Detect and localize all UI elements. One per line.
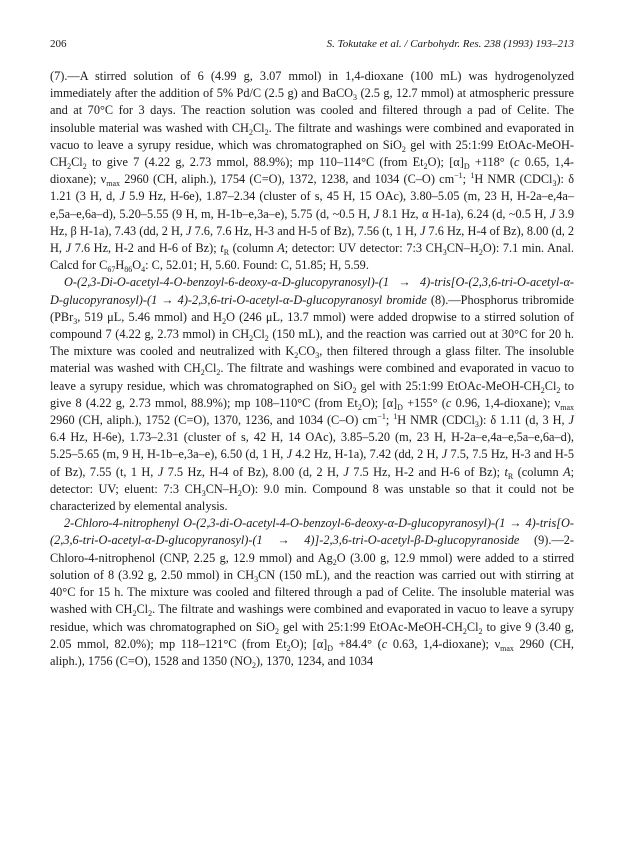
text-run: max xyxy=(106,179,121,189)
text-run: , then filtered through a glass filter. The insoluble material was washed with CH xyxy=(50,344,574,376)
text-run: 5.9 Hz, H-6e), 1.87–2.34 (cluster of s, 45 H, 15 OAc), 3.80–5.05 (m, 23 H, H-2a–e,4a–e,5a–e,6a–d), 5.20–5.55 (9 H, m, H-1b–e,3a–e), 5.75 (d, ~0.5 H, xyxy=(50,189,574,221)
running-head: S. Tokutake et al. / Carbohydr. Res. 238 (1993) 193–213 xyxy=(326,38,574,50)
text-run: c xyxy=(514,155,520,170)
text-run: A xyxy=(277,241,285,256)
text-run: 3 xyxy=(442,248,447,258)
text-run: 6.4 Hz, H-6e), 1.73–2.31 (cluster of s, 42 H, 14 OAc), 3.85–5.20 (m, 23 H, H-2a–e,4a–e,5a–e,6a–d), 5.25–5.65 (m, 9 H, H-1b–e,3a–e), 6.50 (d, 1 H, xyxy=(50,430,574,462)
text-run: c xyxy=(445,395,452,410)
text-run: D xyxy=(397,402,403,412)
text-run: 2 xyxy=(264,334,269,344)
text-run: 0.96, 1,4-dioxane); ν xyxy=(451,395,561,410)
text-run: 7.6 Hz, H-4 of Bz), 8.00 (d, 2 H, xyxy=(50,223,575,256)
text-run: 2 xyxy=(423,162,428,172)
text-run: Cl xyxy=(71,155,83,170)
text-run: 2 xyxy=(294,351,299,361)
text-run: 2960 (CH, aliph.), 1754 (C=O), 1372, 1238, and 1034 (C–O) cm xyxy=(120,172,455,187)
text-run: J xyxy=(419,223,426,238)
text-run: (column xyxy=(229,241,278,256)
paragraph-compound-8 xyxy=(50,274,574,515)
text-run: D xyxy=(463,162,470,172)
text-run: ; xyxy=(462,172,471,187)
text-run: 3 xyxy=(201,488,206,498)
text-run: R xyxy=(507,471,514,481)
text-run: 7.5, 7.5 Hz, H-3 and H-5 of Bz), 7.55 (t, 1 H, xyxy=(50,447,575,479)
text-run: +118° ( xyxy=(469,155,514,170)
text-run: O): 7.1 min. Anal. Calcd for C xyxy=(50,241,574,273)
text-run: 8.1 Hz, α H-1a), 6.24 (d, ~0.5 H, xyxy=(378,206,550,221)
text-run: 3 xyxy=(254,574,259,584)
text-run: 0.65, 1,4-dioxane); ν xyxy=(50,155,574,187)
text-run: Cl xyxy=(466,619,479,634)
text-run: −1 xyxy=(454,171,463,181)
text-run: J xyxy=(65,241,72,256)
text-run: (8).—Phosphorus tribromide (PBr xyxy=(50,292,574,324)
text-run: 2960 (CH, aliph.), 1752 (C=O), 1370, 1236, and 1034 (C–O) cm xyxy=(50,413,378,428)
text-run: 3.9 Hz, β H-1a), 7.43 (dd, 2 H, xyxy=(50,206,574,238)
text-run: 2 xyxy=(352,385,357,395)
text-run: . The filtrate and washings were combined and evaporated in vacuo to leave a syrupy residue, which was chromatographed on SiO xyxy=(50,602,574,634)
text-run: 2 xyxy=(275,626,280,636)
text-run: J xyxy=(186,223,192,238)
text-run: (2.5 g, 12.7 mmol) at atmospheric pressure and at 70°C for 3 days. The reaction solution was cooled and filtered through a pad of Celite. The insoluble material was washed with CH xyxy=(50,86,574,135)
text-run: 7.6, 7.6 Hz, H-3 and H-5 of Bz), 7.56 (t, 1 H, xyxy=(191,223,420,238)
text-run: 2 xyxy=(67,162,72,172)
text-run: 86 xyxy=(124,265,133,275)
text-run: . The filtrate and washings were combined and evaporated in vacuo to leave a syrupy residue, which was chromatographed on SiO xyxy=(50,120,575,152)
page-header xyxy=(50,36,574,52)
text-run: 7.5 Hz, H-4 of Bz), 8.00 (d, 2 H, xyxy=(163,464,344,479)
text-run: J xyxy=(119,189,125,204)
text-run: (9).—2-Chloro-4-nitrophenol (CNP, 2.25 g, 12.9 mmol) and Ag xyxy=(50,533,574,565)
text-run: 7.6 Hz, H-2 and H-6 of Bz); xyxy=(71,241,221,256)
text-run: 7.5 Hz, H-2 and H-6 of Bz); xyxy=(348,464,505,479)
text-run: to give 8 (4.22 g, 2.73 mmol, 88.9%); mp 108–110°C (from Et xyxy=(50,378,574,410)
text-run: J xyxy=(549,206,556,221)
text-run: 1 xyxy=(470,171,475,181)
text-run: t xyxy=(504,464,508,479)
text-run: t xyxy=(220,241,224,256)
text-run: 2 xyxy=(237,488,242,498)
text-run: : C, 52.01; H, 5.60. Found: C, 51.85; H, 5.59. xyxy=(145,258,369,273)
text-run: Cl xyxy=(253,327,265,342)
text-run: O (3.00 g, 12.9 mmol) were added to a stirred solution of 8 (3.92 g, 2.50 mmol) in CH xyxy=(50,550,575,582)
text-run: Cl xyxy=(544,378,557,393)
text-run: 2 xyxy=(540,385,545,395)
text-run: R xyxy=(223,248,230,258)
text-run: O): 9.0 min. Compound 8 was unstable so that it could not be characterized by elemental analysis. xyxy=(50,481,574,514)
paragraph-compound-7 xyxy=(50,68,574,274)
text-run: gel with 25:1:99 EtOAc-MeOH-CH xyxy=(356,378,541,393)
text-run: 2-Chloro-4-nitrophenyl O-(2,3-di-O-acetyl-4-O-benzoyl-6-deoxy-α-D-glucopyranosyl)-(1 → 4)-tris[O-(2,3,6-tri-O-acetyl-α-D-glucopyranosyl)-(1 → 4)]-2,3,6-tri-O-acetyl-β-D-glucopyranoside xyxy=(50,516,574,548)
text-run: Cl xyxy=(204,361,217,376)
text-run: 3 xyxy=(315,351,320,361)
text-run: , 519 μL, 5.46 mmol) and H xyxy=(77,309,223,324)
text-run: 2 xyxy=(401,144,406,154)
text-run: . The filtrate and washings were combined and evaporated in vacuo to leave a syrupy residue, which was chromatographed on SiO xyxy=(50,361,574,393)
text-run: 2 xyxy=(332,557,337,567)
text-run: CN–H xyxy=(205,481,238,496)
text-run: O); [α] xyxy=(290,636,328,651)
text-run: max xyxy=(560,402,575,412)
text-run: J xyxy=(343,464,349,479)
text-run: max xyxy=(500,643,514,653)
text-run: J xyxy=(441,447,448,462)
text-run: H NMR (CDCl xyxy=(397,413,475,428)
article-body xyxy=(50,68,574,670)
text-run: ): δ 1.11 (d, 3 H, xyxy=(478,413,569,428)
text-run: O); [α] xyxy=(361,395,398,410)
text-run: (150 mL), and the reaction was carried out at 30°C for 20 h. The mixture was cooled and neutralized with K xyxy=(50,327,574,359)
text-run: J xyxy=(373,206,379,221)
text-run: O (246 μL, 13.7 mmol) were added dropwise to a stirred solution of compound 7 (4.22 g, 2.73 mmol) in CH xyxy=(50,309,574,342)
text-run: CN (150 mL), and the reaction was carried out with stirring at 40°C for 15 h. The mixture was cooled and filtered through a pad of Celite. The insoluble material was washed with CH xyxy=(50,567,574,617)
text-run: 2 xyxy=(251,660,256,670)
text-run: Cl xyxy=(136,602,149,617)
text-run: 2 xyxy=(216,368,221,378)
text-run: ; xyxy=(385,413,394,428)
text-run: gel with 25:1:99 EtOAc-MeOH-CH xyxy=(279,619,463,634)
text-run: 2 xyxy=(556,385,561,395)
text-run: 3 xyxy=(353,93,358,103)
text-run: CN–H xyxy=(446,241,479,256)
text-run: 2 xyxy=(478,248,483,258)
text-run: 67 xyxy=(107,265,116,275)
page-number: 206 xyxy=(50,38,67,50)
text-run: 2 xyxy=(82,162,87,172)
text-run: 2 xyxy=(286,643,291,653)
text-run: 2 xyxy=(357,402,362,412)
paragraph-compound-9 xyxy=(50,515,574,670)
text-run: 1 xyxy=(393,412,398,422)
text-run: J xyxy=(286,447,293,462)
text-run: c xyxy=(381,636,388,651)
text-run: −1 xyxy=(377,412,386,422)
text-run: H xyxy=(115,258,125,273)
text-run: (7).—A stirred solution of 6 (4.99 g, 3.07 mmol) in 1,4-dioxane (100 mL) was hydrogenolyzed immediately after the addition of 5% Pd/C (2.5 g) and BaCO xyxy=(50,69,574,101)
text-run: 3 xyxy=(552,179,557,189)
text-run: ; detector: UV; eluent: 7:3 CH xyxy=(50,464,574,496)
text-run: 4 xyxy=(141,265,146,275)
text-run: 2 xyxy=(222,316,227,326)
text-run: 2 xyxy=(132,609,137,619)
text-run: 3 xyxy=(474,420,479,430)
text-run: 2 xyxy=(200,368,205,378)
text-run: 3 xyxy=(73,316,78,326)
text-run: Cl xyxy=(252,120,265,135)
text-run: 2 xyxy=(462,626,467,636)
text-run: CO xyxy=(298,344,316,359)
text-run: ), 1370, 1234, and 1034 xyxy=(255,653,374,668)
text-run: ): δ 1.21 (3 H, d, xyxy=(50,172,574,204)
text-run: O-(2,3-Di-O-acetyl-4-O-benzoyl-6-deoxy-α-D-glucopyranosyl)-(1 → 4)-tris[O-(2,3,6-tri-O-acetyl-α-D-glucopyranosyl)-(1 → 4)-2,3,6-tri-O-acetyl-α-D-glucopyranosyl bromide xyxy=(50,275,574,307)
text-run: O xyxy=(132,258,142,273)
text-run: 2 xyxy=(264,127,269,137)
text-run: +155° ( xyxy=(402,395,446,410)
text-run: +84.4° ( xyxy=(333,636,382,651)
text-run: 2 xyxy=(148,609,153,619)
text-run: 2 xyxy=(478,626,483,636)
text-run: gel with 25:1:99 EtOAc-MeOH-CH xyxy=(50,137,575,170)
text-run: H NMR (CDCl xyxy=(474,172,553,187)
text-run: (column xyxy=(513,464,564,479)
text-run: J xyxy=(568,413,574,428)
text-run: 2960 (CH, aliph.), 1756 (C=O), 1528 and 1350 (NO xyxy=(50,636,575,668)
text-run: to give 7 (4.22 g, 2.73 mmol, 88.9%); mp 110–114°C (from Et xyxy=(86,155,424,170)
text-run: D xyxy=(327,643,334,653)
text-run: ; detector: UV detector: 7:3 CH xyxy=(284,241,443,256)
text-run: 2 xyxy=(249,334,254,344)
text-run: 0.63, 1,4-dioxane); ν xyxy=(387,636,501,651)
text-run: 4.2 Hz, H-1a), 7.42 (dd, 2 H, xyxy=(292,447,442,462)
text-run: O); [α] xyxy=(427,155,464,170)
text-run: A xyxy=(563,464,571,479)
text-run: to give 9 (3.40 g, 2.05 mmol, 82.0%); mp 118–121°C (from Et xyxy=(50,619,574,651)
text-run: 2 xyxy=(248,127,253,137)
text-run: J xyxy=(157,464,164,479)
